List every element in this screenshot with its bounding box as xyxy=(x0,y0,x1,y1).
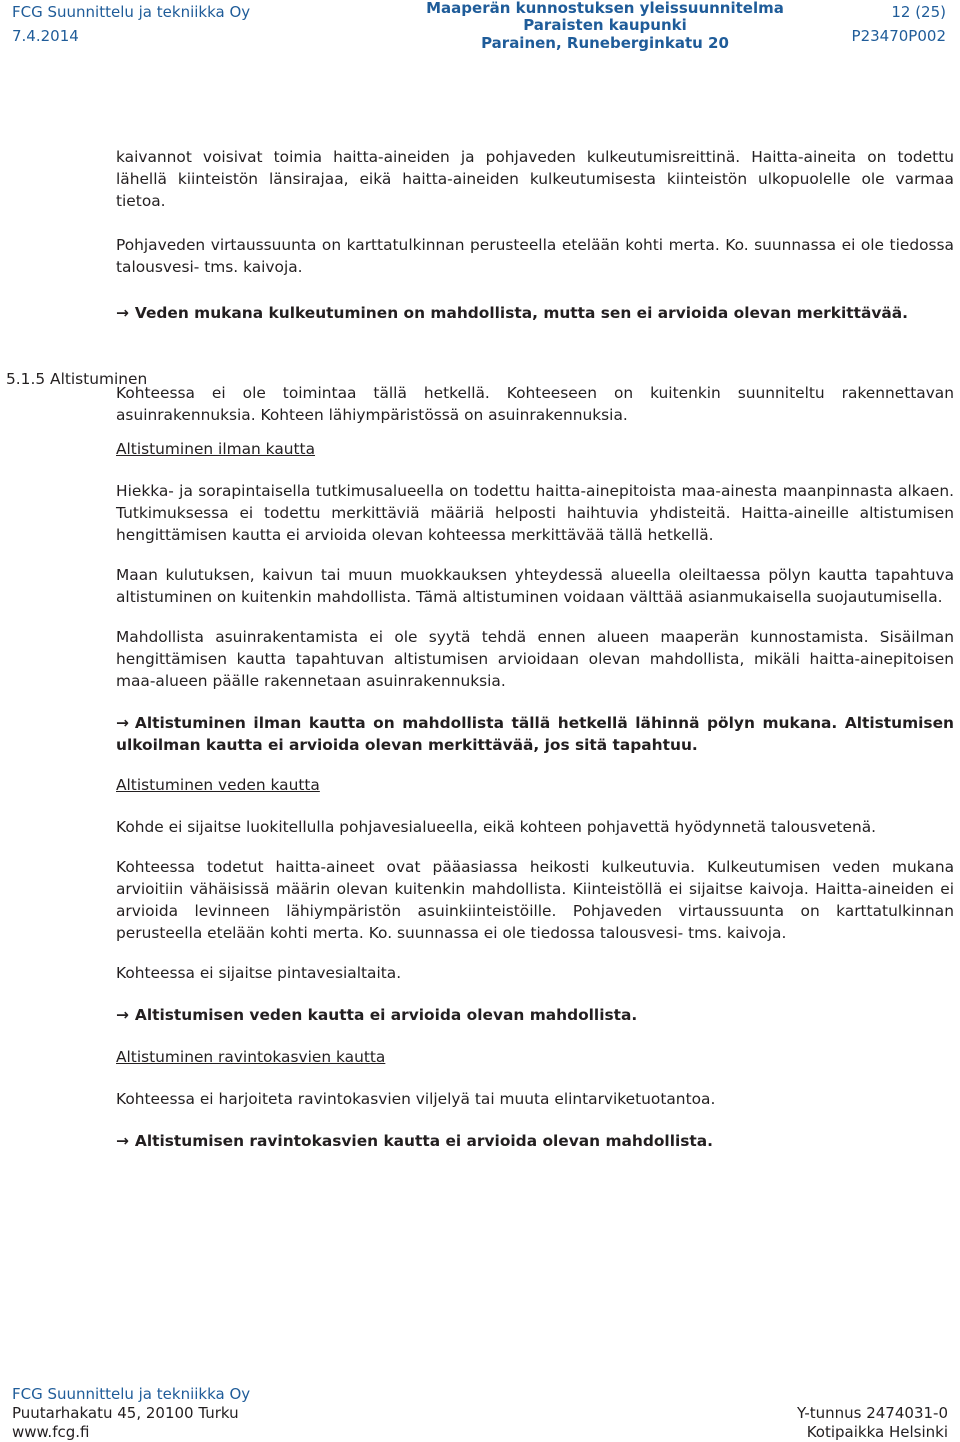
conclusion: → Veden mukana kulkeutuminen on mahdollista, mutta sen ei arvioida olevan merkittävää. xyxy=(116,304,908,322)
paragraph: Mahdollista asuinrakentamista ei ole syytä tehdä ennen alueen maaperän kunnostamista. Sisäilman hengittämisen kautta tapahtuvan altistumisen arvioidaan olevan mahdollista, mikäli haitta-ainepitoisen maa-alueen päälle rakennetaan asuinrakennuksia. xyxy=(116,628,954,690)
header-right xyxy=(806,0,946,48)
subheading-air: Altistuminen ilman kautta xyxy=(116,440,316,458)
paragraph: Hiekka- ja sorapintaisella tutkimusalueella on todettu haitta-ainepitoista maa-ainesta maanpinnasta alkaen. Tutkimuksessa ei todettu merkittäviä määriä helposti haihtuvia yhdisteitä. Haitta-aineille altistumisen hengittämisen kautta ei arvioida olevan kohteessa merkittävää tällä hetkellä. xyxy=(116,482,954,544)
paragraph: kaivannot voisivat toimia haitta-aineiden ja pohjaveden kulkeutumisreittinä. Haitta-aineita on todettu lähellä kiinteistön länsirajaa, eikä haitta-aineiden kulkeutumisesta kiinteistön ulkopuolelle ole varmaa tietoa. xyxy=(116,148,954,210)
arrow-icon: → xyxy=(116,1132,129,1150)
section-heading: 5.1.5 Altistuminen xyxy=(6,370,148,388)
arrow-icon: → xyxy=(116,1006,129,1024)
arrow-icon: → xyxy=(116,304,129,322)
paragraph: Kohteessa ei harjoiteta ravintokasvien viljelyä tai muuta elintarviketuotantoa. xyxy=(116,1090,716,1108)
paragraph: Kohteessa ei sijaitse pintavesialtaita. xyxy=(116,964,402,982)
header-left xyxy=(12,0,312,48)
conclusion: → Altistuminen ilman kautta on mahdollista tällä hetkellä lähinnä pölyn mukana. Altistumisen ulkoilman kautta ei arvioida olevan merkittävää, jos sitä tapahtuu. xyxy=(116,714,954,754)
subheading-food: Altistuminen ravintokasvien kautta xyxy=(116,1048,386,1066)
document-body xyxy=(116,146,954,1152)
footer-company: FCG Suunnittelu ja tekniikka Oy xyxy=(12,1385,251,1403)
footer-domicile: Kotipaikka Helsinki xyxy=(806,1423,948,1441)
paragraph: Kohteessa ei ole toimintaa tällä hetkellä. Kohteeseen on kuitenkin suunniteltu rakennettavan asuinrakennuksia. Kohteen lähiympäristössä on asuinrakennuksia. xyxy=(116,384,954,424)
header-document-title: Maaperän kunnostuksen yleissuunnitelma xyxy=(426,0,784,17)
header-company: FCG Suunnittelu ja tekniikka Oy xyxy=(12,3,251,21)
header-date: 7.4.2014 xyxy=(12,27,79,45)
header-site: Parainen, Runeberginkatu 20 xyxy=(481,34,729,52)
conclusion: → Altistumisen ravintokasvien kautta ei arvioida olevan mahdollista. xyxy=(116,1132,714,1150)
arrow-icon: → xyxy=(116,714,129,732)
conclusion: → Altistumisen veden kautta ei arvioida olevan mahdollista. xyxy=(116,1006,638,1024)
paragraph: Pohjaveden virtaussuunta on karttatulkinnan perusteella etelään kohti merta. Ko. suunnassa ei ole tiedossa talousvesi- tms. kaivoja. xyxy=(116,236,954,276)
page-footer xyxy=(12,1385,948,1442)
footer-business-id: Y-tunnus 2474031-0 xyxy=(796,1404,948,1422)
paragraph: Maan kulutuksen, kaivun tai muun muokkauksen yhteydessä alueella oleiltaessa pölyn kautta tapahtuva altistuminen on kuitenkin mahdollista. Tämä altistuminen voidaan välttää asianmukaisella suojautumisella. xyxy=(116,566,954,606)
header-client: Paraisten kaupunki xyxy=(523,16,687,34)
footer-address: Puutarhakatu 45, 20100 Turku xyxy=(12,1404,239,1422)
header-page-number: 12 (25) xyxy=(891,3,946,21)
header-project-number: P23470P002 xyxy=(851,27,946,45)
paragraph: Kohteessa todetut haitta-aineet ovat pääasiassa heikosti kulkeutuvia. Kulkeutumisen veden mukana arvioitiin vähäisissä määrin olevan kuitenkin mahdollista. Kiinteistöllä ei sijaitse kaivoja. Haitta-aineiden ei arvioida levinneen lähiympäristön asuinkiinteistöille. Pohjaveden virtaussuunta on karttatulkinnan perusteella etelään kohti merta. Ko. suunnassa ei ole tiedossa talousvesi- tms. kaivoja. xyxy=(116,858,954,942)
footer-website[interactable]: www.fcg.fi xyxy=(12,1423,90,1441)
paragraph: Kohde ei sijaitse luokitellulla pohjavesialueella, eikä kohteen pohjavettä hyödynnetä talousvetenä. xyxy=(116,818,877,836)
subheading-water: Altistuminen veden kautta xyxy=(116,776,320,794)
